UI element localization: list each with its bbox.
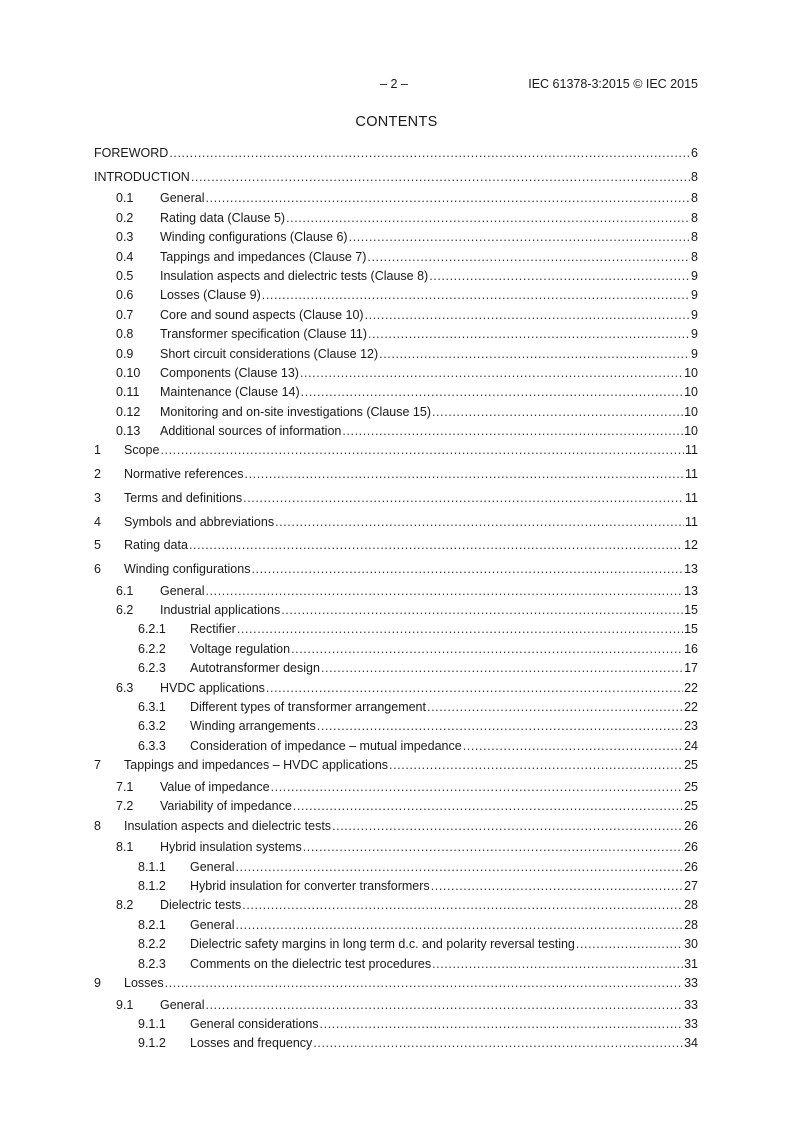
toc-entry[interactable] xyxy=(94,680,698,699)
toc-entry-page: 13 xyxy=(684,583,698,598)
toc-entry-number: 8.2.1 xyxy=(138,917,166,932)
toc-dot-leader xyxy=(235,917,683,934)
toc-entry-title: Terms and definitions xyxy=(124,490,243,505)
toc-entry[interactable] xyxy=(94,326,698,345)
toc-entry[interactable] xyxy=(94,621,698,640)
toc-entry-page: 33 xyxy=(684,1017,698,1032)
toc-entry-title: Winding configurations xyxy=(124,561,251,576)
toc-entry-page: 28 xyxy=(684,898,698,913)
toc-dot-leader xyxy=(576,936,683,953)
page-number: – 2 – xyxy=(380,77,408,91)
toc-entry[interactable] xyxy=(94,878,698,897)
toc-entry-number: 0.7 xyxy=(116,307,134,322)
toc-dot-leader xyxy=(432,956,683,973)
toc-entry-title: Rating data (Clause 5) xyxy=(160,210,286,225)
toc-entry[interactable] xyxy=(94,365,698,384)
toc-entry-title: HVDC applications xyxy=(160,680,265,695)
toc-entry-number: 6.2.3 xyxy=(138,661,166,676)
toc-entry-number: 0.1 xyxy=(116,191,134,206)
toc-entry-title: Hybrid insulation for converter transformers xyxy=(190,879,430,894)
toc-entry[interactable] xyxy=(94,897,698,916)
toc-entry-number: 9.1.1 xyxy=(138,1017,166,1032)
toc-entry-title: Losses xyxy=(124,975,164,990)
toc-dot-leader xyxy=(342,423,683,440)
toc-entry-page: 17 xyxy=(684,661,698,676)
toc-entry[interactable] xyxy=(94,1016,698,1035)
toc-dot-leader xyxy=(313,1035,683,1052)
toc-entry-page: 10 xyxy=(684,365,698,380)
toc-entry-number: 0.3 xyxy=(116,230,134,245)
toc-entry[interactable] xyxy=(94,404,698,423)
toc-entry-number: 8.2.3 xyxy=(138,956,166,971)
toc-dot-leader xyxy=(332,818,683,835)
toc-entry-page: 10 xyxy=(684,385,698,400)
toc-entry-page: 15 xyxy=(684,602,698,617)
toc-entry[interactable] xyxy=(94,537,698,559)
toc-entry[interactable] xyxy=(94,268,698,287)
toc-entry[interactable] xyxy=(94,859,698,878)
toc-entry-number: 8.2 xyxy=(116,898,134,913)
toc-entry-page: 8 xyxy=(691,230,698,245)
toc-entry-title: Scope xyxy=(124,443,160,458)
toc-dot-leader xyxy=(367,249,690,266)
toc-dot-leader xyxy=(242,897,683,914)
toc-entry[interactable] xyxy=(94,738,698,757)
toc-entry-page: 24 xyxy=(684,738,698,753)
toc-entry-page: 25 xyxy=(684,758,698,773)
toc-entry[interactable] xyxy=(94,757,698,779)
toc-entry-title: Symbols and abbreviations xyxy=(124,514,275,529)
toc-entry-title: Hybrid insulation systems xyxy=(160,840,302,855)
toc-dot-leader xyxy=(365,307,690,324)
toc-dot-leader xyxy=(317,718,683,735)
toc-entry-page: 9 xyxy=(691,268,698,283)
toc-dot-leader xyxy=(431,878,683,895)
toc-entry-title: Variability of impedance xyxy=(160,799,292,814)
toc-entry-title: General xyxy=(190,917,235,932)
toc-dot-leader xyxy=(301,384,683,401)
toc-entry[interactable] xyxy=(94,210,698,229)
toc-entry-number: 8.1.2 xyxy=(138,879,166,894)
toc-entry-number: 6 xyxy=(94,561,101,576)
toc-entry-title: Core and sound aspects (Clause 10) xyxy=(160,307,364,322)
toc-entry-title: Normative references xyxy=(124,467,244,482)
toc-entry-page: 11 xyxy=(685,490,698,505)
toc-entry-page: 8 xyxy=(691,210,698,225)
toc-entry-number: 0.9 xyxy=(116,346,134,361)
toc-entry-page: 30 xyxy=(684,937,698,952)
toc-entry-title: Dielectric tests xyxy=(160,898,242,913)
toc-dot-leader xyxy=(245,466,685,483)
toc-entry-title: Dielectric safety margins in long term d.c. and polarity reversal testing xyxy=(190,937,575,952)
toc-entry-number: 8.2.2 xyxy=(138,937,166,952)
toc-entry-title: Maintenance (Clause 14) xyxy=(160,385,300,400)
toc-entry-page: 27 xyxy=(684,879,698,894)
toc-entry-number: 0.12 xyxy=(116,404,141,419)
toc-entry-page: 31 xyxy=(684,956,698,971)
toc-entry-number: 8 xyxy=(94,818,101,833)
toc-entry[interactable] xyxy=(94,936,698,955)
toc-entry-page: 33 xyxy=(684,997,698,1012)
toc-entry-page: 12 xyxy=(684,538,698,553)
toc-entry[interactable] xyxy=(94,798,698,817)
toc-entry[interactable] xyxy=(94,169,698,191)
toc-entry-page: 15 xyxy=(684,622,698,637)
toc-entry[interactable] xyxy=(94,818,698,840)
toc-entry[interactable] xyxy=(94,384,698,403)
toc-entry-title: Consideration of impedance – mutual impedance xyxy=(190,738,462,753)
toc-entry-title: Short circuit considerations (Clause 12) xyxy=(160,346,379,361)
toc-entry-page: 26 xyxy=(684,818,698,833)
toc-dot-leader xyxy=(349,229,690,246)
toc-entry[interactable] xyxy=(94,917,698,936)
toc-entry-number: 0.13 xyxy=(116,424,141,439)
toc-dot-leader xyxy=(189,537,683,554)
toc-dot-leader xyxy=(368,326,690,343)
toc-entry[interactable] xyxy=(94,287,698,306)
toc-entry-title: Industrial applications xyxy=(160,602,281,617)
toc-entry-number: 6.2.1 xyxy=(138,622,166,637)
toc-entry-number: 9 xyxy=(94,975,101,990)
toc-entry[interactable] xyxy=(94,561,698,583)
toc-entry-title: Winding arrangements xyxy=(190,719,316,734)
toc-entry[interactable] xyxy=(94,490,698,512)
toc-entry-number: 6.3.3 xyxy=(138,738,166,753)
toc-dot-leader xyxy=(429,268,690,285)
toc-entry-page: 34 xyxy=(684,1036,698,1051)
toc-entry-title: General xyxy=(190,859,235,874)
toc-entry-title: Voltage regulation xyxy=(190,641,291,656)
toc-entry[interactable] xyxy=(94,307,698,326)
toc-entry-title: Autotransformer design xyxy=(190,661,320,676)
toc-dot-leader xyxy=(275,514,684,531)
toc-entry[interactable] xyxy=(94,699,698,718)
toc-entry-title: Winding configurations (Clause 6) xyxy=(160,230,348,245)
toc-entry-number: 0.6 xyxy=(116,288,134,303)
toc-entry[interactable] xyxy=(94,1035,698,1054)
toc-dot-leader xyxy=(262,287,690,304)
toc-dot-leader xyxy=(281,602,683,619)
toc-entry-page: 11 xyxy=(685,514,698,529)
toc-entry[interactable] xyxy=(94,514,698,536)
toc-entry-title: INTRODUCTION xyxy=(94,169,190,184)
toc-entry-page: 9 xyxy=(691,346,698,361)
toc-entry[interactable] xyxy=(94,145,698,167)
toc-entry-page: 8 xyxy=(691,169,698,184)
toc-dot-leader xyxy=(191,169,690,186)
toc-dot-leader xyxy=(237,621,683,638)
toc-entry-page: 8 xyxy=(691,191,698,206)
toc-entry-number: 6.3 xyxy=(116,680,134,695)
toc-entry-page: 9 xyxy=(691,288,698,303)
toc-entry-title: General xyxy=(160,191,205,206)
document-reference: IEC 61378-3:2015 © IEC 2015 xyxy=(528,77,698,91)
toc-entry-title: Rectifier xyxy=(190,622,236,637)
toc-entry-number: 6.2.2 xyxy=(138,641,166,656)
toc-entry[interactable] xyxy=(94,442,698,464)
toc-dot-leader xyxy=(303,839,683,856)
toc-dot-leader xyxy=(432,404,683,421)
toc-entry[interactable] xyxy=(94,346,698,365)
toc-entry-number: 9.1 xyxy=(116,997,134,1012)
table-of-contents xyxy=(94,145,698,1055)
toc-entry-title: Components (Clause 13) xyxy=(160,365,299,380)
toc-entry-title: Rating data xyxy=(124,538,188,553)
toc-entry-title: General xyxy=(160,583,205,598)
toc-entry-title: Insulation aspects and dielectric tests xyxy=(124,818,332,833)
toc-entry-number: 0.5 xyxy=(116,268,134,283)
toc-dot-leader xyxy=(205,190,690,207)
toc-entry[interactable] xyxy=(94,718,698,737)
toc-entry-number: 1 xyxy=(94,443,101,458)
toc-entry-number: 8.1 xyxy=(116,840,134,855)
toc-dot-leader xyxy=(427,699,683,716)
toc-entry[interactable] xyxy=(94,660,698,679)
toc-entry-title: Different types of transformer arrangement xyxy=(190,699,426,714)
toc-entry-page: 9 xyxy=(691,307,698,322)
toc-entry-page: 13 xyxy=(684,561,698,576)
toc-entry-title: Monitoring and on-site investigations (Clause 15) xyxy=(160,404,431,419)
toc-dot-leader xyxy=(379,346,690,363)
toc-entry[interactable] xyxy=(94,466,698,488)
page-header xyxy=(94,77,698,95)
toc-entry-page: 11 xyxy=(685,467,698,482)
toc-entry-page: 10 xyxy=(684,424,698,439)
toc-entry-title: Insulation aspects and dielectric tests (Clause 8) xyxy=(160,268,429,283)
toc-entry-title: General xyxy=(160,997,205,1012)
toc-entry-title: General considerations xyxy=(190,1017,319,1032)
toc-dot-leader xyxy=(389,757,683,774)
toc-entry-number: 0.10 xyxy=(116,365,141,380)
toc-entry-number: 9.1.2 xyxy=(138,1036,166,1051)
toc-dot-leader xyxy=(463,738,683,755)
toc-entry[interactable] xyxy=(94,190,698,209)
toc-entry-number: 0.2 xyxy=(116,210,134,225)
toc-entry-number: 4 xyxy=(94,514,101,529)
toc-entry-number: 7.1 xyxy=(116,779,134,794)
toc-dot-leader xyxy=(205,997,683,1014)
toc-entry-number: 6.3.2 xyxy=(138,719,166,734)
contents-title: CONTENTS xyxy=(355,114,438,130)
toc-entry-title: Tappings and impedances – HVDC applications xyxy=(124,758,389,773)
toc-entry-number: 6.3.1 xyxy=(138,699,166,714)
toc-entry-page: 10 xyxy=(684,404,698,419)
toc-entry-page: 23 xyxy=(684,719,698,734)
toc-entry-number: 7.2 xyxy=(116,799,134,814)
toc-entry-page: 9 xyxy=(691,327,698,342)
toc-entry[interactable] xyxy=(94,602,698,621)
toc-entry[interactable] xyxy=(94,956,698,975)
toc-entry-page: 11 xyxy=(685,443,698,458)
toc-dot-leader xyxy=(320,1016,684,1033)
toc-dot-leader xyxy=(291,641,683,658)
toc-entry-page: 6 xyxy=(691,146,698,160)
toc-dot-leader xyxy=(243,490,684,507)
toc-dot-leader xyxy=(286,210,690,227)
toc-entry[interactable] xyxy=(94,839,698,858)
toc-entry-title: Transformer specification (Clause 11) xyxy=(160,327,368,342)
toc-entry-page: 28 xyxy=(684,917,698,932)
toc-entry-number: 6.2 xyxy=(116,602,134,617)
toc-entry-number: 5 xyxy=(94,538,101,553)
toc-entry[interactable] xyxy=(94,423,698,442)
toc-entry-page: 8 xyxy=(691,249,698,264)
toc-dot-leader xyxy=(293,798,683,815)
toc-entry-number: 6.1 xyxy=(116,583,134,598)
toc-dot-leader xyxy=(300,365,683,382)
toc-dot-leader xyxy=(165,975,683,992)
toc-entry-title: Losses (Clause 9) xyxy=(160,288,261,303)
toc-entry-page: 22 xyxy=(684,680,698,695)
toc-entry-title: Comments on the dielectric test procedures xyxy=(190,956,432,971)
toc-entry-page: 25 xyxy=(684,799,698,814)
toc-entry-number: 0.11 xyxy=(116,385,140,400)
toc-entry-title: Losses and frequency xyxy=(190,1036,313,1051)
toc-entry[interactable] xyxy=(94,975,698,997)
toc-dot-leader xyxy=(235,859,683,876)
toc-dot-leader xyxy=(205,583,683,600)
toc-entry[interactable] xyxy=(94,997,698,1016)
toc-dot-leader xyxy=(251,561,683,578)
toc-entry-number: 7 xyxy=(94,758,101,773)
toc-entry-number: 3 xyxy=(94,490,101,505)
toc-entry[interactable] xyxy=(94,583,698,602)
toc-entry[interactable] xyxy=(94,779,698,798)
toc-dot-leader xyxy=(160,442,684,459)
toc-entry-title: Additional sources of information xyxy=(160,424,342,439)
toc-entry-number: 8.1.1 xyxy=(138,859,166,874)
toc-entry-number: 2 xyxy=(94,467,101,482)
toc-dot-leader xyxy=(271,779,684,796)
toc-entry[interactable] xyxy=(94,249,698,268)
toc-dot-leader xyxy=(169,145,690,162)
toc-dot-leader xyxy=(266,680,683,697)
toc-entry-title: FOREWORD xyxy=(94,146,169,160)
toc-entry-number: 0.8 xyxy=(116,327,134,342)
toc-entry-title: Tappings and impedances (Clause 7) xyxy=(160,249,367,264)
toc-entry-number: 0.4 xyxy=(116,249,134,264)
toc-entry-page: 26 xyxy=(684,840,698,855)
toc-entry-page: 25 xyxy=(684,779,698,794)
toc-dot-leader xyxy=(321,660,683,677)
toc-entry-page: 22 xyxy=(684,699,698,714)
toc-entry-title: Value of impedance xyxy=(160,779,270,794)
toc-entry-page: 26 xyxy=(684,859,698,874)
toc-entry[interactable] xyxy=(94,641,698,660)
toc-entry-page: 16 xyxy=(684,641,698,656)
toc-entry[interactable] xyxy=(94,229,698,248)
toc-entry-page: 33 xyxy=(684,975,698,990)
